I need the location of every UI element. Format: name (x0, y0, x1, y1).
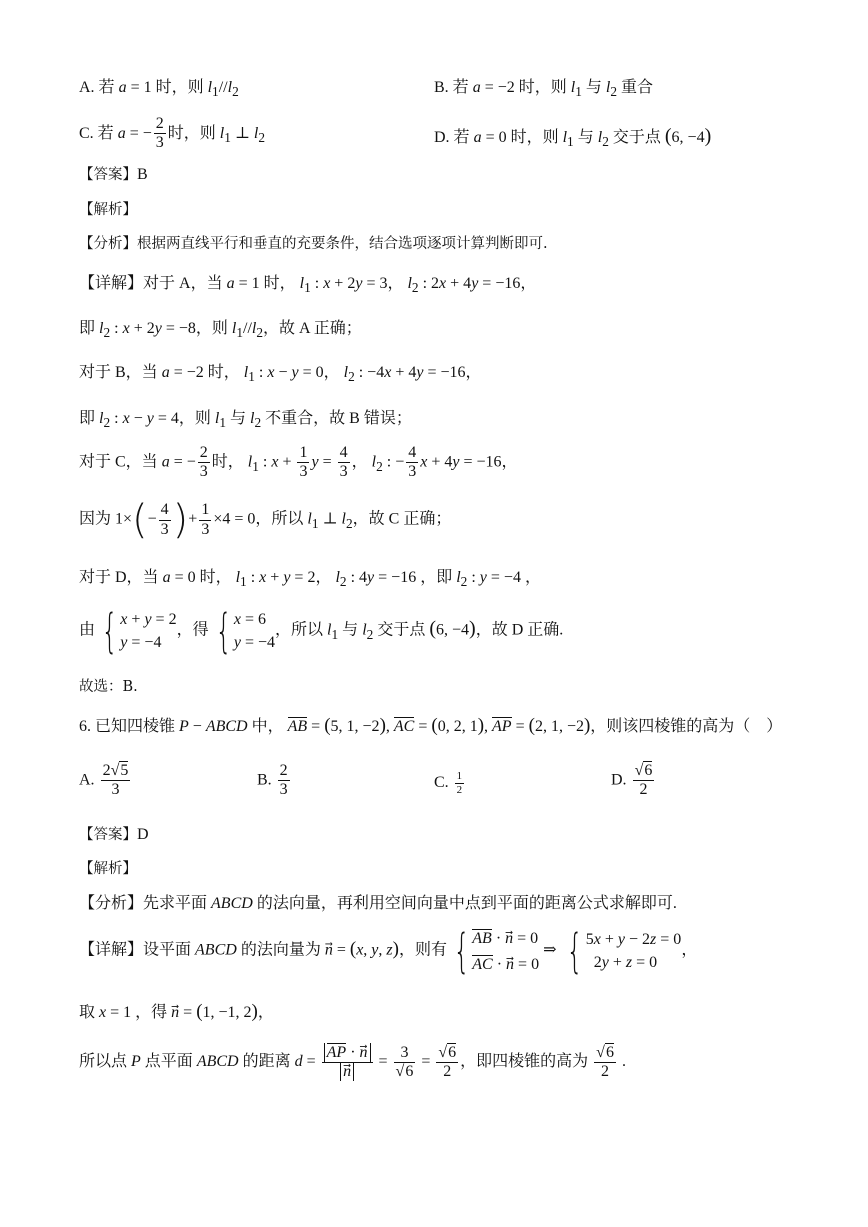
q5-step-8: 由 { x + y = 2 y = −4 ，得 { x = 6 y = −4 ，所以 $l_1$ 与 $l_2$ 交于点 (6, −4)，故 D 正确. (79, 604, 564, 658)
q6-step-3: 所以点 P 点平面 ABCD 的距离 d = $\frac{AP \cdot n}{n}$ = $\frac{3}{√6}$ = $\frac{√6}{2}$ ，即四棱锥的高为 $\frac{√6}{2}$ . (79, 1043, 626, 1081)
q6-analysis-heading: 【解析】 (79, 861, 137, 877)
q6-option-b: B. $\frac{2}{3}$ (257, 762, 288, 799)
answer-label: 【答案】 (79, 827, 137, 843)
q5-step-6: 因为 1×(− $\frac{4}{3}$ )+ $\frac{1}{3}$ ×4 = 0，所以 $l_1$ ⊥ $l_2$，故 C 正确； (79, 497, 452, 543)
q5-option-d: D. 若 a = 0 时，则 $l_1$ 与 $l_2$ 交于点 (6, −4) (434, 125, 712, 150)
q5-step-4: 即 $l_2$ : x − y = 4，则 $l_1$ 与 $l_2$ 不重合，故 B 错误； (79, 410, 412, 431)
q6-step-2: 取 x = 1 ，得 n⃗ = (1, −1, 2)， (79, 1001, 274, 1022)
xiangjie-label: 【详解】 (79, 941, 144, 959)
q5-option-c: C. 若 a = − $\frac{2}{3}$ 时，则 $l_1$ ⊥ $l_2$ (79, 115, 266, 152)
answer-value: B (137, 166, 148, 183)
q5-option-a: A. 若 a = 1 时，则 $l_1//l_2$ (79, 79, 239, 100)
q6-step-1: 【详解】设平面 ABCD 的法向量为 n⃗ = (x, y, z)，则有 { AB · n⃗ = 0 AC · n⃗ = 0 ⇒ { 5x + y − 2z = 0 2y + z = 0 ， (79, 924, 698, 978)
q6-stem: 6. 已知四棱锥 P − ABCD 中， AB = (5, 1, −2), AC = (0, 2, 1), AP = (2, 1, −2)，则该四棱锥的高为（ ） (79, 715, 783, 736)
q5-step-7: 对于 D，当 a = 0 时， $l_1$ : x + y = 2， $l_2$ : 4y = −16 ，即 $l_2$ : y = −4 ， (79, 569, 541, 590)
fenxi-text: 根据两直线平行和垂直的充要条件，结合选项逐项计算判断即可. (137, 236, 548, 252)
q5-fenxi (79, 237, 548, 252)
q5-choice: 故选：B. (79, 679, 138, 695)
xiangjie-label: 【详解】 (79, 275, 144, 292)
q5-analysis-heading: 【解析】 (79, 202, 137, 218)
fenxi-label: 【分析】 (79, 236, 137, 252)
q6-option-d: D. $\frac{√6}{2}$ (611, 762, 653, 799)
q5-step-2: 即 $l_2$ : x + 2y = −8，则 $l_1//l_2$，故 A 正确； (79, 320, 362, 341)
fenxi-label: 【分析】 (79, 895, 144, 912)
q6-option-c: C. $\frac{1}{2}$ (434, 770, 463, 796)
q5-step-3: 对于 B，当 a = −2 时， $l_1$ : x − y = 0， $l_2$ : −4x + 4y = −16， (79, 364, 482, 385)
q5-answer (79, 167, 148, 183)
q5-option-b: B. 若 a = −2 时，则 $l_1$ 与 $l_2$ 重合 (434, 79, 654, 100)
q6-option-a: A. $\frac{2√5}{3}$ (79, 762, 129, 799)
answer-label: 【答案】 (79, 167, 137, 183)
answer-value: D (137, 826, 149, 843)
q6-answer (79, 827, 149, 843)
q5-step-5: 对于 C，当 a = − $\frac{2}{3}$ 时， $l_1$ : x + $\frac{1}{3}$ y = $\frac{4}{3}$ ， $l_2$ : − $\frac{4}{3}$ x + 4y = −16， (79, 444, 518, 481)
q5-step-1: 【详解】对于 A，当 a = 1 时， $l_1$ : x + 2y = 3， $l_2$ : 2x + 4y = −16， (79, 275, 537, 296)
q6-fenxi: 【分析】先求平面 ABCD 的法向量，再利用空间向量中点到平面的距离公式求解即可. (79, 895, 677, 912)
